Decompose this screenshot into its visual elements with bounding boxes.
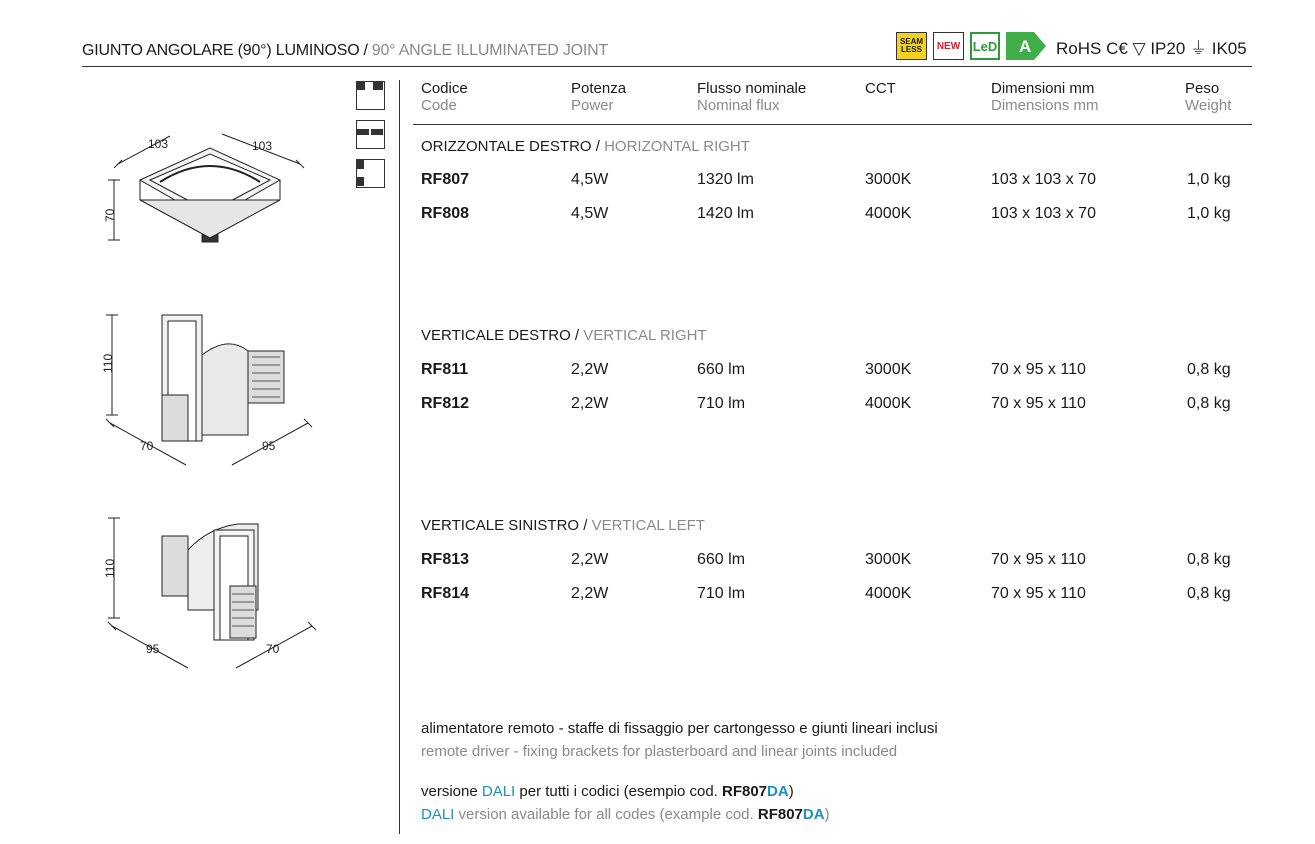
new-badge: NEW	[933, 32, 964, 60]
col-header-power: Potenza Power	[571, 80, 627, 114]
certifications-text: RoHS C€ ▽ IP20 ⏚ IK05	[1056, 38, 1247, 58]
table-row: RF814 2,2W 710 lm 4000K 70 x 95 x 110 0,8 kg	[421, 585, 1231, 602]
dim-label: 103	[148, 137, 169, 151]
dim-label: 103	[252, 139, 273, 153]
dim-label: 70	[266, 642, 280, 656]
title-rule	[82, 66, 1252, 67]
col-header-code: Codice Code	[421, 80, 468, 114]
badge-strip	[896, 31, 1247, 61]
drawing-horizontal-joint	[100, 120, 320, 260]
page-title	[82, 42, 608, 60]
dim-label: 95	[262, 439, 276, 453]
dim-label: 70	[103, 208, 117, 222]
header-rule	[413, 124, 1252, 125]
title-italian: GIUNTO ANGOLARE (90°) LUMINOSO	[82, 42, 360, 59]
note-included-en: remote driver - fixing brackets for plasterboard and linear joints included	[421, 743, 898, 760]
section-title-vertical-right: VERTICALE DESTRO / VERTICAL RIGHT	[421, 327, 707, 344]
col-header-cct: CCT	[865, 80, 896, 97]
drawing-vertical-right-joint	[98, 305, 318, 475]
led-badge: LeD	[970, 32, 1000, 60]
table-row: RF812 2,2W 710 lm 4000K 70 x 95 x 110 0,8 kg	[421, 395, 1231, 412]
drawing-vertical-left-joint	[98, 510, 318, 670]
table-row: RF808 4,5W 1420 lm 4000K 103 x 103 x 70 1,0 kg	[421, 205, 1231, 222]
note-dali-en: DALI version available for all codes (example cod. RF807DA)	[421, 806, 830, 823]
energy-class-badge	[1006, 32, 1046, 60]
note-included-it: alimentatore remoto - staffe di fissaggio per cartongesso e giunti lineari inclusi	[421, 720, 938, 737]
table-row: RF813 2,2W 660 lm 3000K 70 x 95 x 110 0,8 kg	[421, 551, 1231, 568]
energy-class-label: A	[1019, 37, 1032, 56]
column-divider	[399, 80, 400, 834]
title-english: 90° ANGLE ILLUMINATED JOINT	[371, 42, 609, 59]
table-row: RF811 2,2W 660 lm 3000K 70 x 95 x 110 0,8 kg	[421, 361, 1231, 378]
mount-horizontal-icon	[356, 81, 385, 110]
mount-vertical-right-icon	[356, 120, 385, 149]
seamless-badge: SEAM LESS	[896, 32, 927, 60]
col-header-weight: Peso Weight	[1185, 80, 1232, 114]
section-title-vertical-left: VERTICALE SINISTRO / VERTICAL LEFT	[421, 517, 705, 534]
dim-label: 95	[146, 642, 160, 656]
dim-label: 110	[103, 558, 117, 578]
col-header-dimensions: Dimensioni mm Dimensions mm	[991, 80, 1099, 114]
energy-arrow-icon	[1006, 32, 1046, 60]
col-header-flux: Flusso nominale Nominal flux	[697, 80, 807, 114]
title-separator: /	[363, 42, 368, 59]
table-row: RF807 4,5W 1320 lm 3000K 103 x 103 x 70 1,0 kg	[421, 171, 1231, 188]
section-title-horizontal-right: ORIZZONTALE DESTRO / HORIZONTAL RIGHT	[421, 138, 750, 155]
note-dali-it: versione DALI per tutti i codici (esempio cod. RF807DA)	[421, 783, 794, 800]
dim-label: 110	[101, 353, 115, 373]
dim-label: 70	[140, 439, 154, 453]
